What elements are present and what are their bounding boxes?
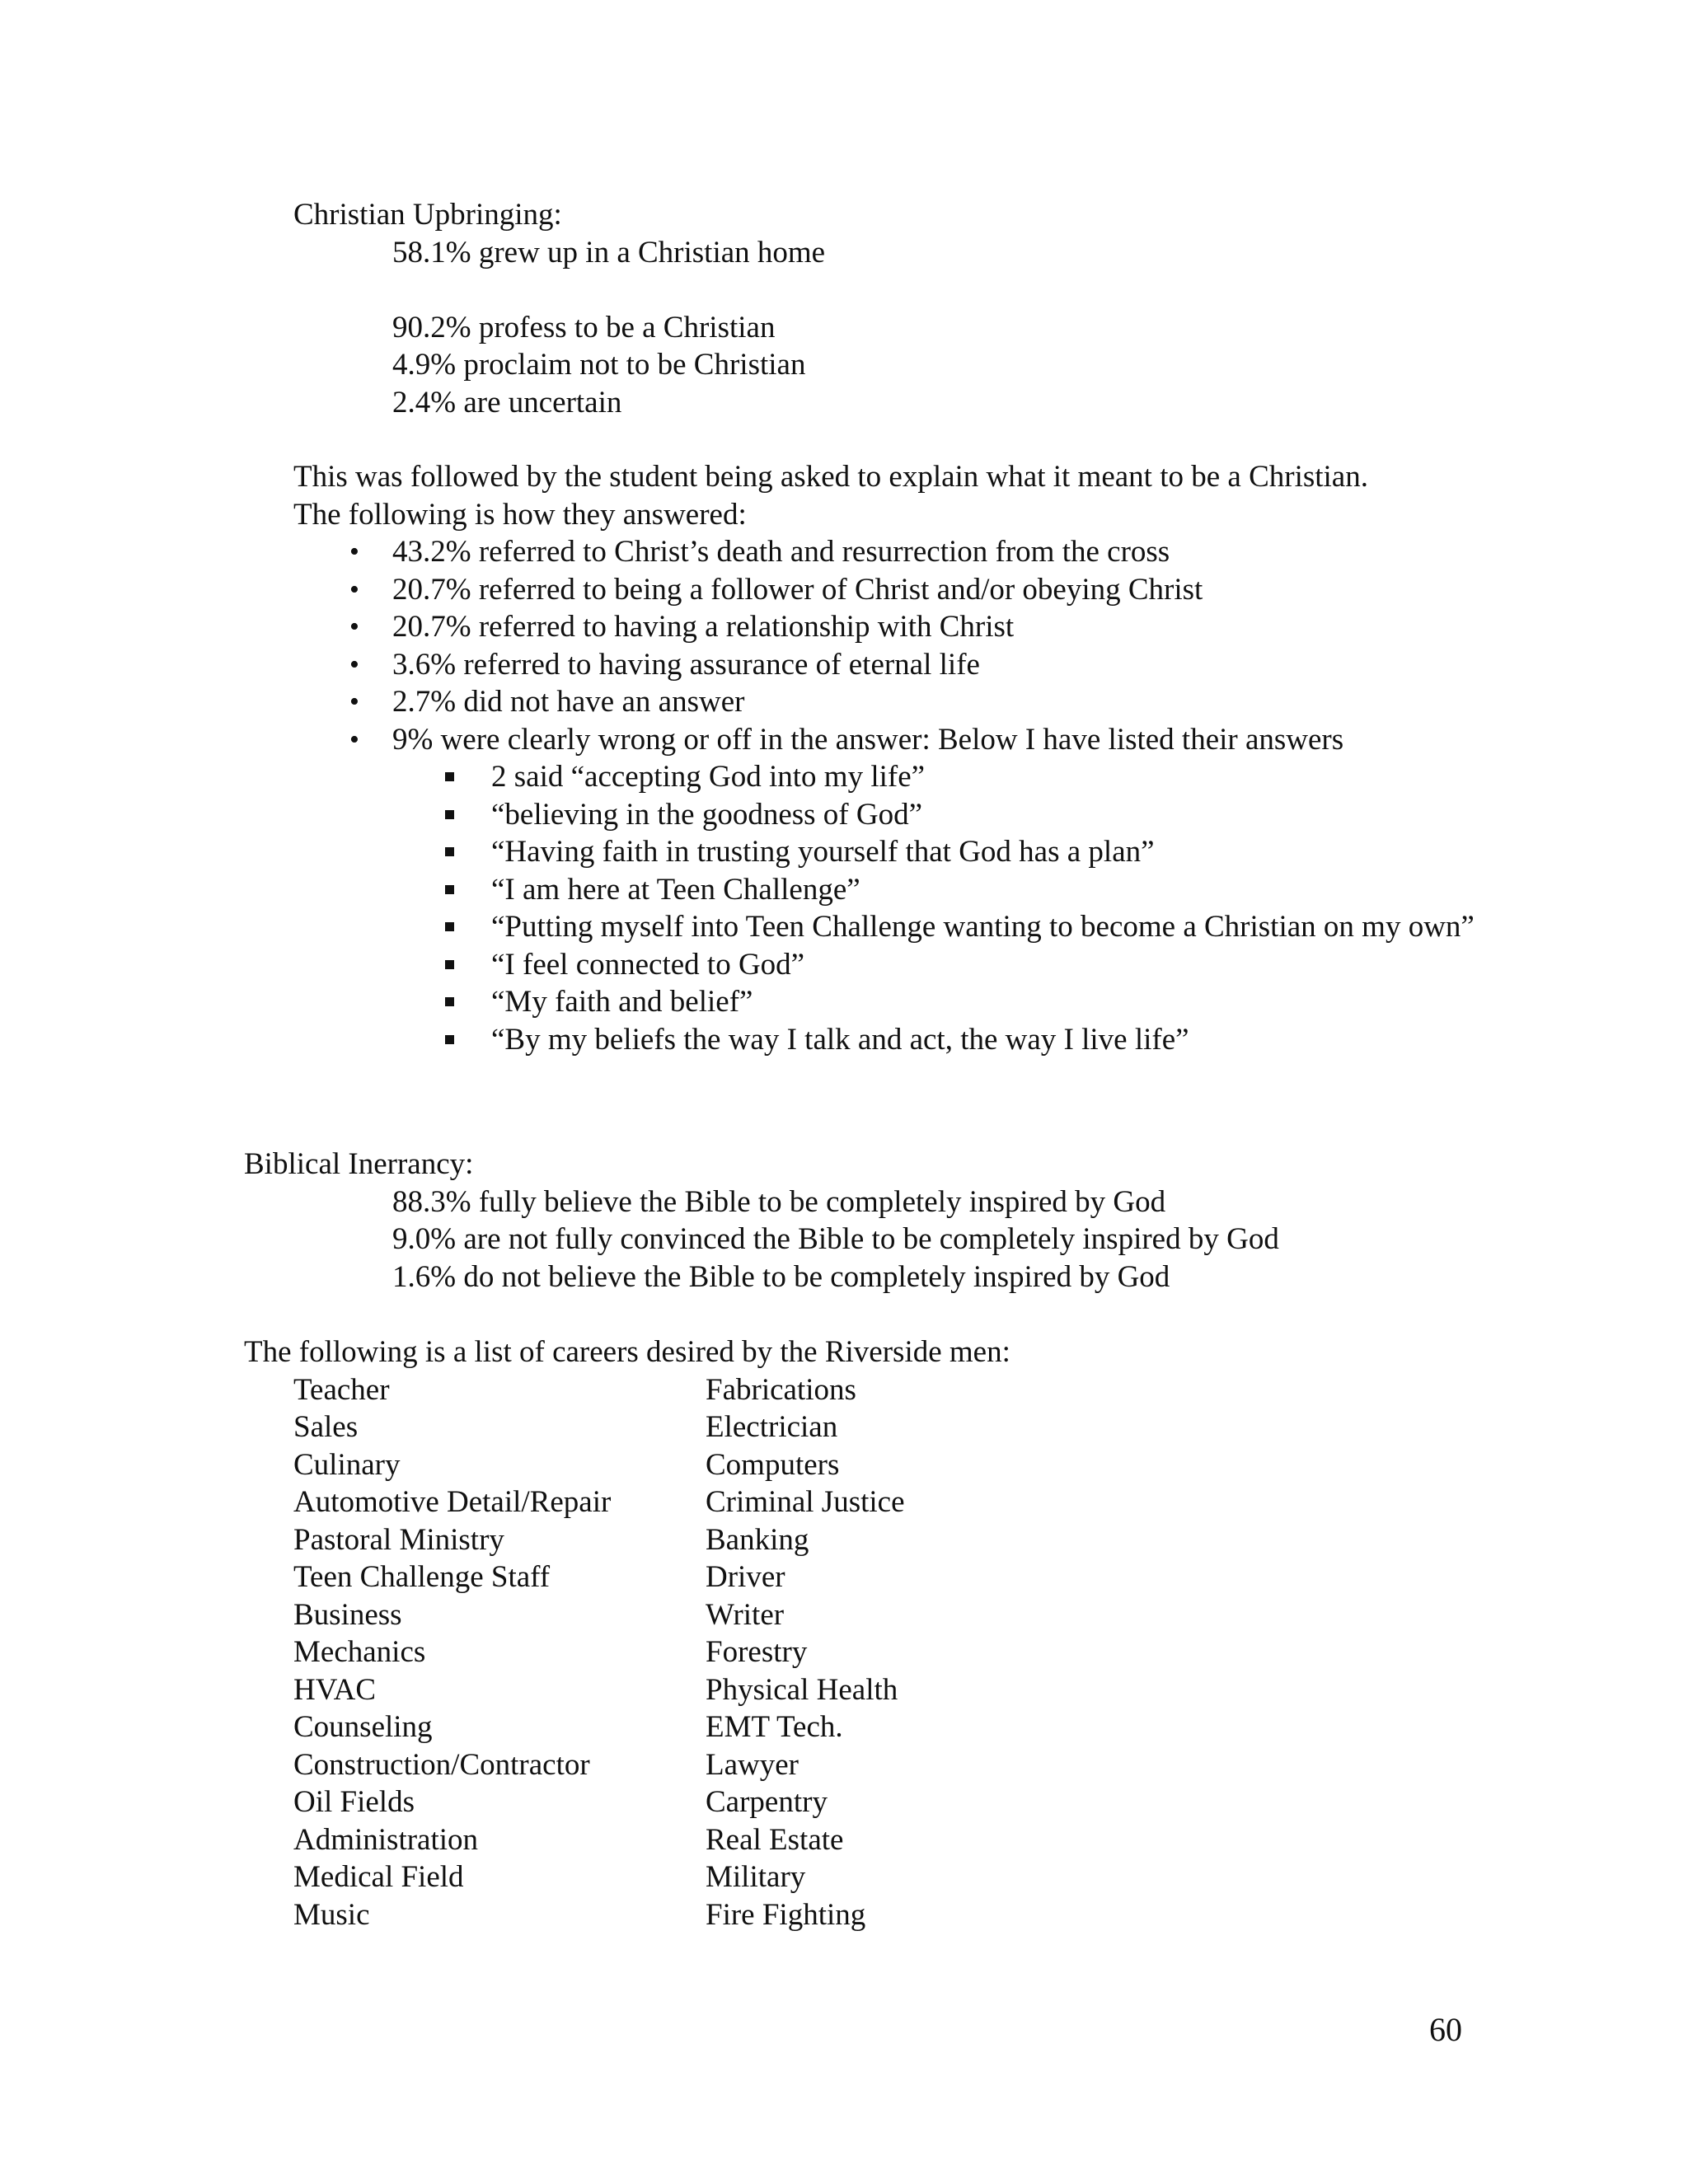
- career-item: Pastoral Ministry: [293, 1522, 504, 1557]
- square-bullet-icon: [445, 922, 454, 931]
- career-item: Business: [293, 1597, 402, 1632]
- bullet-icon: •: [349, 724, 359, 755]
- career-item: Fire Fighting: [706, 1897, 866, 1932]
- list-item: [293, 721, 1513, 759]
- career-item: Automotive Detail/Repair: [293, 1485, 612, 1519]
- list-item-text: “I feel connected to God”: [491, 947, 805, 982]
- career-item: Sales: [293, 1410, 359, 1444]
- wrong-answer-list: [293, 758, 1513, 1058]
- biblical-inerrancy-section: [244, 1146, 1279, 1296]
- list-item: [293, 908, 1513, 946]
- career-item: Teacher: [293, 1372, 390, 1407]
- career-item: Banking: [706, 1522, 809, 1557]
- career-item: EMT Tech.: [706, 1710, 843, 1744]
- list-item-text: 9% were clearly wrong or off in the answer: Below I have listed their answers: [392, 722, 1344, 757]
- stat-line: 9.0% are not fully convinced the Bible to be completely inspired by God: [392, 1222, 1279, 1256]
- list-item-text: “I am here at Teen Challenge”: [491, 872, 860, 907]
- list-item: [293, 683, 1513, 721]
- section-heading: Biblical Inerrancy:: [244, 1147, 474, 1181]
- careers-section: [244, 1333, 1035, 1933]
- square-bullet-icon: [445, 960, 454, 969]
- list-item: [293, 608, 1513, 646]
- list-item: [293, 571, 1513, 609]
- career-item: Lawyer: [706, 1747, 799, 1782]
- list-item-text: “My faith and belief”: [491, 985, 753, 1019]
- stat-line: 88.3% fully believe the Bible to be completely inspired by God: [392, 1184, 1166, 1219]
- answer-bullet-list: [293, 533, 1513, 758]
- career-item: Counseling: [293, 1710, 433, 1744]
- page-number: 60: [1429, 2011, 1462, 2048]
- square-bullet-icon: [445, 1035, 454, 1044]
- square-bullet-icon: [445, 847, 454, 856]
- career-item: Mechanics: [293, 1635, 426, 1669]
- career-item: Carpentry: [706, 1785, 828, 1819]
- career-item: Physical Health: [706, 1672, 898, 1707]
- square-bullet-icon: [445, 885, 454, 894]
- intro-line: The following is how they answered:: [293, 497, 747, 532]
- career-item: Computers: [706, 1447, 840, 1482]
- list-item-text: 20.7% referred to being a follower of Christ and/or obeying Christ: [392, 572, 1203, 607]
- list-item: [293, 983, 1513, 1021]
- list-item-text: “Putting myself into Teen Challenge wanting to become a Christian on my own”: [491, 910, 1475, 944]
- career-item: Culinary: [293, 1447, 401, 1482]
- list-item: [293, 871, 1513, 909]
- list-item: [293, 533, 1513, 571]
- list-item-text: “believing in the goodness of God”: [491, 797, 923, 832]
- list-item-text: “By my beliefs the way I talk and act, the way I live life”: [491, 1022, 1189, 1057]
- bullet-icon: •: [349, 649, 359, 680]
- career-item: Driver: [706, 1560, 785, 1594]
- section-heading: Christian Upbringing:: [293, 198, 562, 232]
- career-item: Electrician: [706, 1410, 838, 1444]
- career-item: Administration: [293, 1822, 479, 1857]
- career-item: Construction/Contractor: [293, 1747, 590, 1782]
- bullet-icon: •: [349, 612, 359, 642]
- stat-line: 58.1% grew up in a Christian home: [392, 235, 826, 269]
- list-item: [293, 796, 1513, 834]
- bullet-icon: •: [349, 574, 359, 605]
- square-bullet-icon: [445, 997, 454, 1006]
- career-item: Medical Field: [293, 1860, 464, 1894]
- list-item-text: 43.2% referred to Christ’s death and resurrection from the cross: [392, 535, 1170, 569]
- christian-upbringing-section: [293, 196, 825, 421]
- intro-line: This was followed by the student being asked to explain what it meant to be a Christian.: [293, 460, 1368, 494]
- stat-line: 90.2% profess to be a Christian: [392, 310, 776, 344]
- career-item: Military: [706, 1860, 806, 1894]
- career-list: [244, 1371, 1035, 1934]
- career-item: Real Estate: [706, 1822, 844, 1857]
- bullet-icon: •: [349, 687, 359, 717]
- stat-line: 1.6% do not believe the Bible to be completely inspired by God: [392, 1259, 1170, 1294]
- career-item: Fabrications: [706, 1372, 856, 1407]
- career-item: HVAC: [293, 1672, 377, 1707]
- career-item: Criminal Justice: [706, 1485, 905, 1519]
- stat-line: 2.4% are uncertain: [392, 385, 622, 419]
- list-item: [293, 946, 1513, 984]
- list-item-text: “Having faith in trusting yourself that God has a plan”: [491, 835, 1155, 869]
- career-item: Oil Fields: [293, 1785, 415, 1819]
- list-item-text: 3.6% referred to having assurance of eternal life: [392, 647, 980, 682]
- explanation-section: [293, 458, 1513, 1058]
- list-item: [293, 833, 1513, 871]
- square-bullet-icon: [445, 772, 454, 781]
- list-item: [293, 758, 1513, 796]
- career-item: Teen Challenge Staff: [293, 1560, 551, 1594]
- career-item: Music: [293, 1897, 370, 1932]
- list-item: [293, 646, 1513, 684]
- list-item: [293, 1021, 1513, 1059]
- career-item: Writer: [706, 1597, 785, 1632]
- list-item-text: 20.7% referred to having a relationship with Christ: [392, 610, 1015, 644]
- bullet-icon: •: [349, 537, 359, 567]
- list-item-text: 2.7% did not have an answer: [392, 685, 745, 719]
- spacer: [293, 271, 825, 309]
- square-bullet-icon: [445, 810, 454, 819]
- stat-line: 4.9% proclaim not to be Christian: [392, 348, 806, 382]
- section-heading: The following is a list of careers desired by the Riverside men:: [244, 1335, 1010, 1369]
- career-item: Forestry: [706, 1635, 808, 1669]
- list-item-text: 2 said “accepting God into my life”: [491, 760, 926, 794]
